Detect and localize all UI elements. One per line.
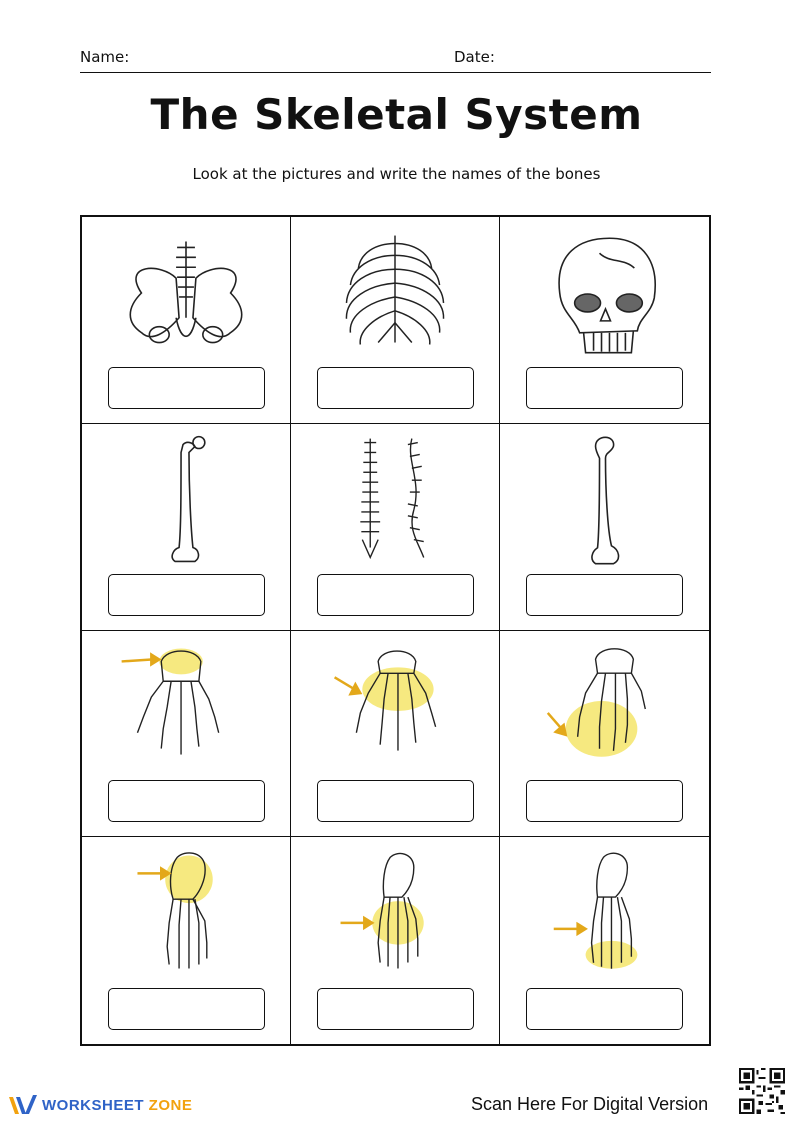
answer-box-12[interactable]	[526, 988, 683, 1030]
bone-cell-8	[291, 631, 500, 838]
page-title: The Skeletal System	[150, 90, 643, 139]
worksheet-zone-logo[interactable]	[8, 1094, 192, 1116]
answer-box-11[interactable]	[317, 988, 474, 1030]
answer-box-4[interactable]	[108, 574, 265, 616]
skull-icon	[500, 223, 709, 363]
answer-box-9[interactable]	[526, 780, 683, 822]
answer-box-7[interactable]	[108, 780, 265, 822]
answer-box-1[interactable]	[108, 367, 265, 409]
bone-cell-4	[82, 424, 291, 631]
answer-box-10[interactable]	[108, 988, 265, 1030]
bone-cell-3	[500, 217, 709, 424]
foot-tarsals-icon	[82, 843, 290, 983]
pelvis-icon	[82, 223, 290, 363]
date-label: Date:	[454, 48, 495, 66]
bone-cell-7	[82, 631, 291, 838]
answer-box-5[interactable]	[317, 574, 474, 616]
bone-cell-1	[82, 217, 291, 424]
logo-w-icon	[8, 1094, 38, 1116]
femur-icon	[82, 430, 290, 570]
logo-text	[42, 1097, 192, 1114]
bones-grid	[80, 215, 711, 1046]
hand-metacarpals-icon	[291, 637, 499, 777]
bone-cell-5	[291, 424, 500, 631]
bone-cell-10	[82, 837, 291, 1044]
answer-box-6[interactable]	[526, 574, 683, 616]
bone-cell-9	[500, 631, 709, 838]
logo-word-worksheet: WORKSHEET	[42, 1096, 144, 1114]
bone-cell-2	[291, 217, 500, 424]
logo-word-zone: ZONE	[148, 1096, 193, 1114]
foot-phalanges-icon	[500, 843, 709, 983]
hand-carpals-icon	[82, 637, 290, 777]
answer-box-2[interactable]	[317, 367, 474, 409]
bone-cell-12	[500, 837, 709, 1044]
hand-phalanges-icon	[500, 637, 709, 777]
answer-box-8[interactable]	[317, 780, 474, 822]
answer-box-3[interactable]	[526, 367, 683, 409]
bone-cell-6	[500, 424, 709, 631]
qr-code-icon[interactable]	[739, 1068, 785, 1114]
name-label: Name:	[80, 48, 130, 66]
humerus-icon	[500, 430, 709, 570]
spine-icon	[291, 430, 499, 570]
instructions: Look at the pictures and write the names of the bones	[192, 165, 601, 183]
name-date-row	[80, 48, 711, 73]
bone-cell-11	[291, 837, 500, 1044]
scan-text: Scan Here For Digital Version	[471, 1094, 709, 1114]
foot-metatarsals-icon	[291, 843, 499, 983]
rib-cage-icon	[291, 223, 499, 363]
